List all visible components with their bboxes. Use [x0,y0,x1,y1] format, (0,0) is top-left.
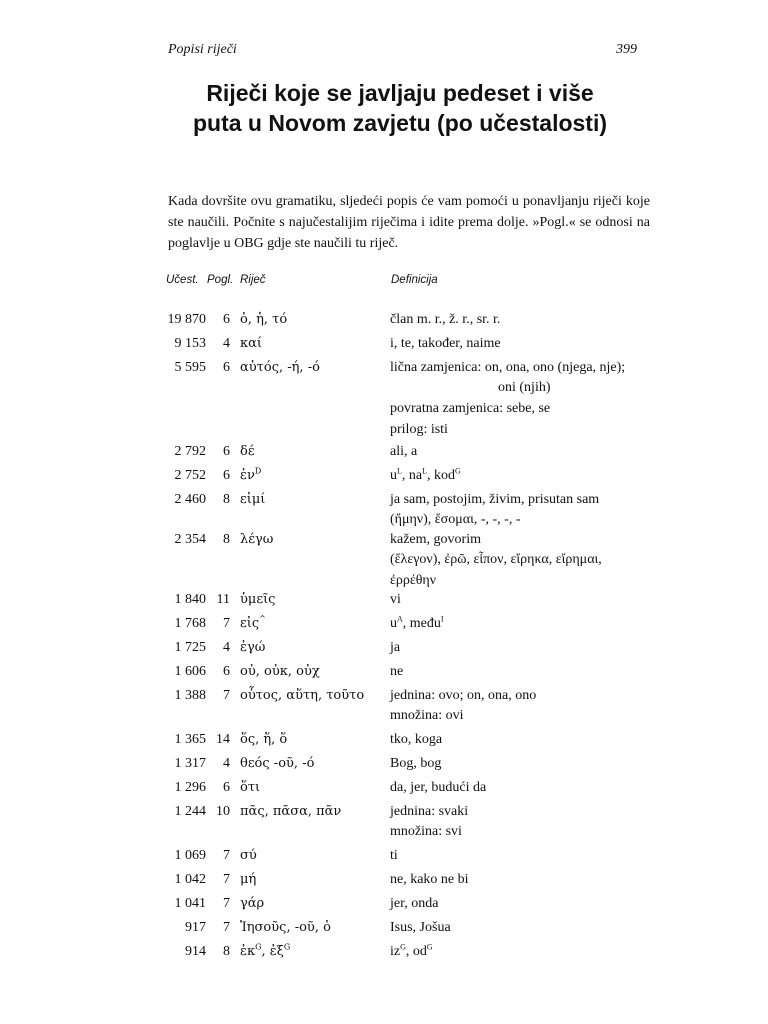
definition-text: ja [390,640,401,655]
entry-definition [390,754,441,773]
entry-definition [390,490,599,530]
entry-chapter: 7 [223,688,230,703]
section-heading-line-2: puta u Novom zavjetu (po učestalosti) [192,110,608,136]
definition-text: jednina: ovo; on, ona, ono [390,688,537,703]
definition-line [390,614,444,633]
definition-line [390,310,500,329]
definition-line [390,705,536,726]
column-header-frequency: Učest. [166,274,199,286]
definition-line [390,754,441,773]
entry-definition [390,334,501,353]
definition-text: vi [390,592,401,607]
definition-line [390,490,599,509]
definition-text: tko, koga [390,732,443,747]
entry-greek-word [240,942,290,961]
definition-line [390,942,433,961]
entry-frequency: 9 153 [174,336,206,351]
definition-line [390,918,451,937]
entry-greek-word [240,662,320,681]
entry-chapter: 14 [216,732,230,747]
definition-text: , na [401,468,423,483]
page-number: 399 [616,42,637,57]
entry-frequency: 1 069 [174,848,206,863]
definition-line [390,377,625,398]
definition-line [390,334,501,353]
running-head-title: Popisi riječi [168,42,237,57]
definition-text: kažem, govorim [390,532,481,547]
entry-greek-word [240,846,257,865]
entry-chapter: 7 [223,616,230,631]
entry-greek-word [240,778,260,797]
entry-greek-word-text: μή [240,872,257,887]
entry-definition [390,530,602,591]
entry-definition [390,870,469,889]
column-header-word: Riječ [240,274,266,286]
entry-definition [390,846,398,865]
superscript-marker: G [426,942,433,952]
entry-chapter: 7 [223,872,230,887]
entry-chapter: 6 [223,664,230,679]
definition-line [390,870,469,889]
entry-chapter: 7 [223,896,230,911]
superscript-marker: ^ [259,614,266,624]
definition-line [390,530,602,549]
entry-definition [390,466,461,485]
definition-line [390,419,625,440]
column-header-definition: Definicija [391,274,438,286]
definition-text: , od [405,944,427,959]
entry-greek-word-text: ὅτι [240,780,261,795]
definition-line [390,846,398,865]
entry-frequency: 2 792 [174,444,206,459]
entry-greek-word-text: ὅς, ἥ, ὅ [240,732,288,747]
entry-greek-word-text: ὑμεῖς [240,592,276,607]
entry-definition [390,590,401,609]
definition-line [390,358,625,377]
definition-line [390,638,400,657]
entry-chapter: 4 [223,756,230,771]
entry-greek-word [240,802,341,821]
definition-line [390,442,417,461]
entry-greek-word [240,686,364,705]
entry-chapter: 6 [223,312,230,327]
definition-text: ἐρρέθην [390,573,437,588]
entry-greek-word-text: λέγω [240,532,274,547]
entry-greek-word-text: εἰς [240,616,260,631]
entry-chapter: 11 [216,592,230,607]
definition-text: da, jer, budući da [390,780,487,795]
entry-frequency: 1 317 [174,756,206,771]
entry-definition [390,802,468,842]
entry-frequency: 1 606 [174,664,206,679]
definition-text: množina: svi [390,824,462,839]
superscript-marker: L [397,466,402,476]
definition-line [390,590,401,609]
entry-greek-word-text: γάρ [240,896,265,911]
definition-text: iz [390,944,401,959]
entry-greek-word [240,754,314,773]
entry-greek-word [240,334,262,353]
superscript-marker: L [422,466,427,476]
definition-text: Bog, bog [390,756,442,771]
entry-greek-word [240,590,275,609]
entry-greek-word-text: αὐτός, -ή, -ό [240,360,320,375]
entry-chapter: 10 [216,804,230,819]
superscript-marker: D [254,466,262,476]
definition-text: ja sam, postojim, živim, prisutan sam [390,492,600,507]
entry-greek-word-text: Ἰησοῦς, -οῦ, ὁ [240,920,331,935]
definition-line [390,778,486,797]
entry-greek-word-text: ἐγώ [240,640,266,655]
definition-line [390,509,599,530]
intro-paragraph: Kada dovršite ovu gramatiku, sljedeći popis će vam pomoći u ponavljanju riječi koje ste naučili. Počnite s najučestalijim riječima i idite prema dolje. »Pogl.« se odnosi na poglavlje u OBG gdje ste naučili tu riječ. [168,194,650,251]
definition-text: prilog: isti [390,422,448,437]
entry-chapter: 8 [223,492,230,507]
entry-frequency: 914 [185,944,206,959]
entry-greek-word [240,358,320,377]
definition-line [390,686,536,705]
definition-line [390,730,442,749]
definition-line [390,821,468,842]
definition-text: lična zamjenica: on, ona, ono (njega, nje); [390,360,626,375]
entry-greek-word [240,638,265,657]
definition-line [390,549,602,570]
entry-definition [390,686,536,726]
definition-text: jer, onda [390,896,439,911]
entry-frequency: 1 042 [174,872,206,887]
entry-definition [390,942,433,961]
superscript-marker: A [397,614,403,624]
entry-greek-word-text: , ἐξ [261,944,284,959]
entry-chapter: 8 [223,944,230,959]
entry-chapter: 4 [223,336,230,351]
entry-definition [390,358,625,440]
entry-chapter: 6 [223,780,230,795]
entry-definition [390,442,417,461]
entry-greek-word [240,614,266,633]
definition-line [390,802,468,821]
entry-definition [390,730,442,749]
entry-chapter: 6 [223,468,230,483]
column-headers [166,274,646,292]
entry-frequency: 1 041 [174,896,206,911]
entry-frequency: 2 460 [174,492,206,507]
definition-text: u [390,468,397,483]
definition-text: i, te, također, naime [390,336,501,351]
superscript-marker: G [255,942,262,952]
entry-frequency: 1 725 [174,640,206,655]
entry-frequency: 1 296 [174,780,206,795]
definition-text: (ἔλεγον), ἐρῶ, εἶπον, εἴρηκα, εἴρημαι, [390,552,602,567]
entry-chapter: 6 [223,444,230,459]
entry-definition [390,662,403,681]
entry-frequency: 917 [185,920,206,935]
entry-greek-word [240,870,256,889]
entry-greek-word-text: πᾶς, πᾶσα, πᾶν [240,804,342,819]
entry-greek-word-text: ἐν [240,468,255,483]
definition-text: jednina: svaki [390,804,469,819]
column-header-chapter: Pogl. [207,274,234,286]
entry-frequency: 1 244 [174,804,206,819]
entry-greek-word-text: οὗτος, αὕτη, τοῦτο [240,688,365,703]
entry-definition [390,638,400,657]
entry-frequency: 1 768 [174,616,206,631]
definition-text: u [390,616,397,631]
definition-text: , kod [427,468,455,483]
entry-frequency: 2 752 [174,468,206,483]
entry-frequency: 1 840 [174,592,206,607]
definition-line [390,398,625,419]
entry-frequency: 1 388 [174,688,206,703]
entry-greek-word-text: καί [240,336,263,351]
entry-frequency: 1 365 [174,732,206,747]
entry-greek-word-text: θεός -οῦ, -ό [240,756,315,771]
definition-text: oni (njih) [498,380,551,395]
entry-greek-word [240,894,264,913]
entry-chapter: 7 [223,848,230,863]
entry-definition [390,918,451,937]
entry-definition [390,614,444,633]
definition-text: , među [402,616,441,631]
entry-frequency: 2 354 [174,532,206,547]
entry-greek-word [240,442,255,461]
definition-text: množina: ovi [390,708,464,723]
entry-greek-word [240,310,287,329]
definition-text: ne [390,664,404,679]
entry-chapter: 8 [223,532,230,547]
superscript-marker: I [440,614,444,624]
entry-frequency: 19 870 [167,312,206,327]
entry-chapter: 6 [223,360,230,375]
superscript-marker: G [400,942,406,952]
entry-greek-word [240,918,331,937]
running-head [168,42,637,62]
definition-line [390,894,438,913]
definition-text: član m. r., ž. r., sr. r. [390,312,501,327]
entry-chapter: 7 [223,920,230,935]
entry-greek-word-text: οὐ, οὐκ, οὐχ [240,664,320,679]
definition-line [390,466,461,485]
definition-text: ali, a [390,444,418,459]
definition-text: ti [390,848,398,863]
definition-text: ne, kako ne bi [390,872,469,887]
entry-chapter: 4 [223,640,230,655]
entry-greek-word [240,490,265,509]
definition-text: povratna zamjenica: sebe, se [390,401,551,416]
entry-greek-word-text: ὁ, ἡ, τό [240,312,288,327]
definition-line [390,662,403,681]
entry-greek-word [240,466,261,485]
entry-greek-word-text: δέ [240,444,255,459]
entry-greek-word [240,730,287,749]
definition-line [390,570,602,591]
entry-greek-word-text: εἰμί [240,492,266,507]
superscript-marker: G [283,942,291,952]
entry-definition [390,778,486,797]
superscript-marker: G [455,466,461,476]
entry-definition [390,310,500,329]
definition-text: Isus, Jošua [390,920,451,935]
section-heading [150,78,650,138]
entry-definition [390,894,438,913]
definition-text: (ἤμην), ἔσομαι, -, -, -, - [390,512,521,527]
entry-frequency: 5 595 [174,360,206,375]
entry-greek-word-text: ἐκ [240,944,256,959]
section-heading-line-1: Riječi koje se javljaju pedeset i više [206,80,594,106]
entry-greek-word-text: σύ [240,848,257,863]
entry-greek-word [240,530,273,549]
